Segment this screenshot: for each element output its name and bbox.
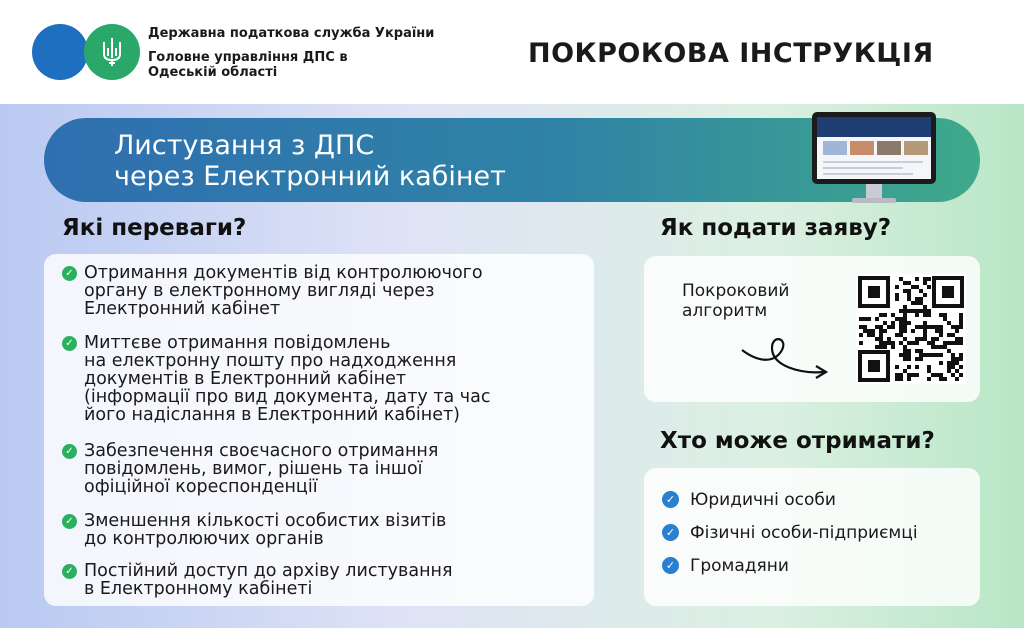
qr-module (939, 361, 943, 365)
qr-module (939, 353, 943, 357)
qr-module (915, 373, 919, 377)
qr-module (911, 329, 915, 333)
list-item-line: офіційної кореспонденції (84, 477, 318, 497)
qr-module (907, 357, 911, 361)
qr-module (959, 365, 963, 369)
qr-module (907, 365, 911, 369)
list-item-line: його надіслання в Електронний кабінет) (84, 405, 461, 425)
check-icon: ✓ (662, 557, 679, 574)
list-item-label: Громадяни (690, 556, 789, 576)
qr-module (939, 333, 943, 337)
list-item-line: (інформації про вид документа, дату та час (84, 387, 491, 407)
check-icon: ✓ (62, 514, 77, 529)
qr-module (867, 317, 871, 321)
banner-title (114, 130, 506, 192)
organization-name (148, 26, 434, 80)
list-item-line: Миттєве отримання повідомлень (84, 333, 391, 353)
qr-module (919, 357, 923, 361)
banner-line-2: через Електронний кабінет (114, 161, 506, 192)
qr-module (883, 345, 887, 349)
list-item-line: до контролюючих органів (84, 529, 324, 549)
qr-module (927, 285, 931, 289)
arrow-icon (738, 330, 832, 382)
banner-line-1: Листування з ДПС (114, 130, 375, 161)
qr-module (955, 329, 959, 333)
qr-module (923, 293, 927, 297)
check-icon: ✓ (62, 336, 77, 351)
qr-module (891, 325, 895, 329)
list-item-line: в Електронному кабінеті (84, 579, 313, 599)
qr-module (883, 313, 887, 317)
qr-module (959, 357, 963, 361)
qr-module (907, 321, 911, 325)
list-item-line: Електронний кабінет (84, 299, 281, 319)
check-icon: ✓ (62, 444, 77, 459)
org-line-1: Державна податкова служба України (148, 26, 435, 41)
header (0, 0, 1024, 104)
qr-module (955, 377, 959, 381)
org-line-2: Головне управління ДПС в Одеській області (148, 50, 348, 80)
qr-module (903, 329, 907, 333)
qr-module (927, 377, 931, 381)
qr-module (959, 341, 963, 345)
advantages-heading: Які переваги? (62, 215, 247, 241)
qr-module (927, 313, 931, 317)
monitor-icon (812, 112, 936, 208)
check-icon: ✓ (62, 564, 77, 579)
step-label-line-2: алгоритм (682, 301, 768, 321)
qr-module (895, 297, 899, 301)
qr-module (899, 377, 903, 381)
trident-icon (84, 24, 140, 80)
logo-blue-circle (32, 24, 88, 80)
qr-module (915, 341, 919, 345)
list-item-line: Зменшення кількості особистих візитів (84, 511, 447, 531)
qr-module (859, 333, 863, 337)
qr-module (875, 317, 879, 321)
qr-module (959, 373, 963, 377)
qr-module (959, 325, 963, 329)
list-item-line: органу в електронному вигляді через (84, 281, 435, 301)
list-item-label: Фізичні особи-підприємці (690, 523, 918, 543)
list-item-line: Забезпечення своєчасного отримання (84, 441, 439, 461)
qr-module (915, 277, 919, 281)
qr-module (907, 377, 911, 381)
qr-module (859, 341, 863, 345)
qr-module (891, 345, 895, 349)
qr-module (915, 313, 919, 317)
list-item-label: Юридичні особи (690, 490, 836, 510)
check-icon: ✓ (662, 524, 679, 541)
qr-code[interactable] (856, 274, 966, 384)
check-icon: ✓ (662, 491, 679, 508)
step-by-step-label (682, 281, 789, 321)
list-item-line: на електронну пошту про надходження (84, 351, 457, 371)
page-title: ПОКРОКОВА ІНСТРУКЦІЯ (528, 38, 934, 69)
how-to-apply-heading: Як подати заяву? (660, 215, 892, 241)
qr-module (935, 337, 939, 341)
list-item-line: Постійний доступ до архіву листування (84, 561, 453, 581)
list-item-line: Отримання документів від контролюючого (84, 263, 483, 283)
qr-module (883, 329, 887, 333)
check-icon: ✓ (62, 266, 77, 281)
who-can-heading: Хто може отримати? (660, 428, 935, 454)
qr-module (895, 285, 899, 289)
qr-module (943, 377, 947, 381)
step-label-line-1: Покроковий (682, 281, 790, 301)
qr-module (915, 365, 919, 369)
qr-module (927, 277, 931, 281)
list-item-line: повідомлень, вимог, рішень та іншої (84, 459, 423, 479)
qr-module (895, 365, 899, 369)
list-item-line: документів в Електронний кабінет (84, 369, 407, 389)
